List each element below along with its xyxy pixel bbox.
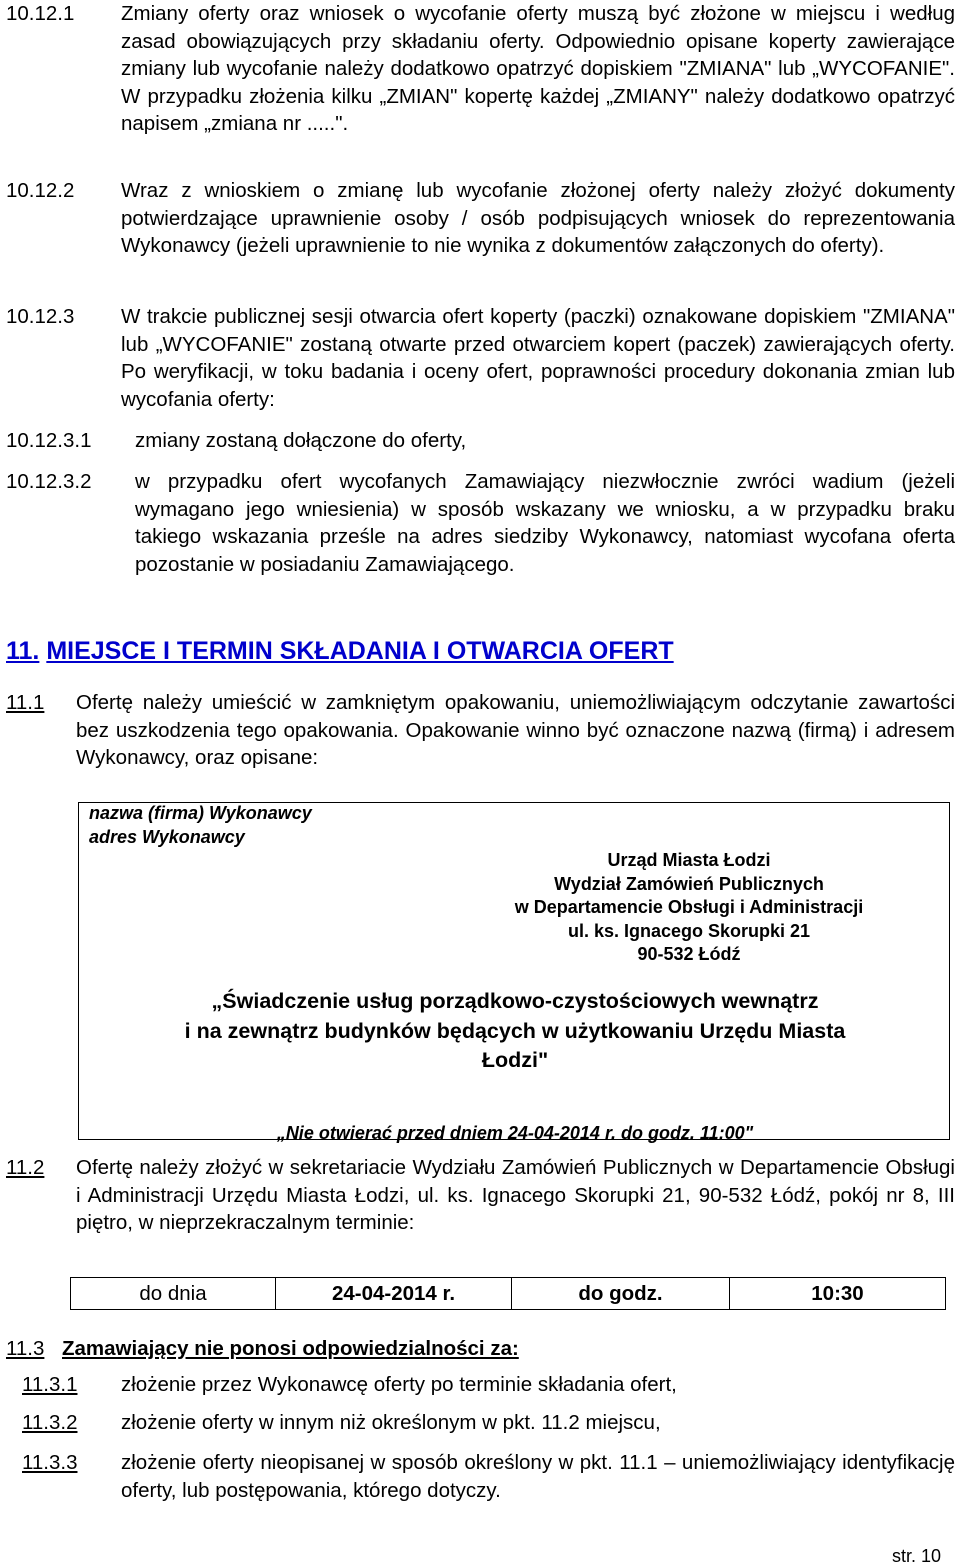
section-text-11-3-1: złożenie przez Wykonawcę oferty po terminie składania ofert, xyxy=(121,1373,677,1396)
heading-number: 11. xyxy=(6,637,40,665)
section-number-10-12-3: 10.12.3 xyxy=(6,305,75,328)
section-title-11-3: Zamawiający nie ponosi odpowiedzialności za: xyxy=(62,1337,519,1360)
section-text-10-12-1: Zmiany oferty oraz wniosek o wycofanie oferty muszą być złożone w miejscu i według zasad obowiązujących przy składaniu oferty. Odpowiednio opisane koperty zawierające zmiany lub wycofanie należy dodatkowo opatrzyć dopiskiem "ZMIANA" lub „WYCOFANIE". W przypadku złożenia kilku „ZMIAN" kopertę każdej „ZMIANY" należy dodatkowo opatrzyć napisem „zmiana nr .....". xyxy=(121,2,955,135)
recipient-line: ul. ks. Ignacego Skorupki 21 xyxy=(567,920,811,941)
envelope-address-label: adres Wykonawcy xyxy=(89,827,245,847)
section-number-10-12-2: 10.12.2 xyxy=(6,179,75,202)
section-number-10-12-1: 10.12.1 xyxy=(6,2,75,25)
tender-title-line: Łodzi" xyxy=(481,1048,549,1072)
tender-title-line: „Świadczenie usług porządkowo-czystościowych wewnątrz xyxy=(211,989,819,1013)
envelope-do-not-open-note: „Nie otwierać przed dniem 24-04-2014 r. do godz. 11:00" xyxy=(276,1123,754,1143)
tender-title-line: i na zewnątrz budynków będących w użytkowaniu Urzędu Miasta xyxy=(184,1018,846,1043)
deadline-table xyxy=(70,1277,946,1310)
envelope-recipient xyxy=(459,849,919,967)
section-number-11-3-1: 11.3.1 xyxy=(22,1373,78,1396)
page-number: str. 10 xyxy=(892,1546,942,1566)
envelope-name-label: nazwa (firma) Wykonawcy xyxy=(89,803,312,823)
deadline-time-label: do godz. xyxy=(511,1278,729,1309)
section-number-11-1: 11.1 xyxy=(6,691,45,714)
section-number-11-2: 11.2 xyxy=(6,1156,45,1179)
section-text-11-3-3: złożenie oferty nieopisanej w sposób określony w pkt. 11.1 – uniemożliwiający identyfikację oferty, lub postępowania, którego dotyczy. xyxy=(121,1451,955,1502)
recipient-line: w Departamencie Obsługi i Administracji xyxy=(514,897,864,917)
deadline-date-label: do dnia xyxy=(139,1282,207,1305)
section-number-11-3: 11.3 xyxy=(6,1337,45,1360)
section-text-10-12-3: W trakcie publicznej sesji otwarcia ofert koperty (paczki) oznakowane dopiskiem "ZMIANA" lub „WYCOFANIE" zostaną otwarte przed otwarciem kopert (paczek) zawierających oferty. Po weryfikacji, w toku badania i oceny ofert, poprawności procedury dokonania zmian lub wycofania oferty: xyxy=(121,305,955,411)
section-number-10-12-3-2: 10.12.3.2 xyxy=(6,470,92,493)
section-text-10-12-3-1: zmiany zostaną dołączone do oferty, xyxy=(135,429,467,452)
section-text-11-3-2: złożenie oferty w innym niż określonym w pkt. 11.2 miejscu, xyxy=(121,1411,661,1434)
recipient-line: Urząd Miasta Łodzi xyxy=(607,850,771,870)
envelope-tender-title xyxy=(79,987,951,1076)
heading-title: MIEJSCE I TERMIN SKŁADANIA I OTWARCIA OFERT xyxy=(46,637,674,665)
envelope-label-box xyxy=(78,802,950,1143)
section-text-11-2: Ofertę należy złożyć w sekretariacie Wydziału Zamówień Publicznych w Departamencie Obsługi i Administracji Urzędu Miasta Łodzi, ul. ks. Ignacego Skorupki 21, 90-532 Łódź, pokój nr 8, III piętro, w nieprzekraczalnym terminie: xyxy=(76,1156,955,1234)
recipient-line: 90-532 Łódź xyxy=(637,944,741,964)
section-text-10-12-3-2: w przypadku ofert wycofanych Zamawiający niezwłocznie zwróci wadium (jeżeli wymagano jego wniesienia) w sposób wskazany we wniosku, a w przypadku braku takiego wskazania prześle na adres siedziby Wykonawcy, natomiast wycofana oferta pozostanie w posiadaniu Zamawiającego. xyxy=(135,470,955,576)
section-number-11-3-2: 11.3.2 xyxy=(22,1411,78,1434)
section-text-10-12-2: Wraz z wnioskiem o zmianę lub wycofanie złożonej oferty należy złożyć dokumenty potwierdzające uprawnienie osoby / osób podpisujących wniosek do reprezentowania Wykonawcy (jeżeli uprawnienie to nie wynika z dokumentów załączonych do oferty). xyxy=(121,179,955,257)
recipient-line: Wydział Zamówień Publicznych xyxy=(554,873,824,894)
section-number-11-3-3: 11.3.3 xyxy=(22,1451,78,1474)
section-number-10-12-3-1: 10.12.3.1 xyxy=(6,429,92,452)
section-text-11-1: Ofertę należy umieścić w zamkniętym opakowaniu, uniemożliwiającym odczytanie zawartości bez uszkodzenia tego opakowania. Opakowanie winno być oznaczone nazwą (firmą) i adresem Wykonawcy, oraz opisane: xyxy=(76,691,955,769)
deadline-date-value: 24-04-2014 r. xyxy=(275,1278,511,1309)
deadline-time-value: 10:30 xyxy=(729,1278,945,1309)
section-heading-11 xyxy=(6,637,674,666)
